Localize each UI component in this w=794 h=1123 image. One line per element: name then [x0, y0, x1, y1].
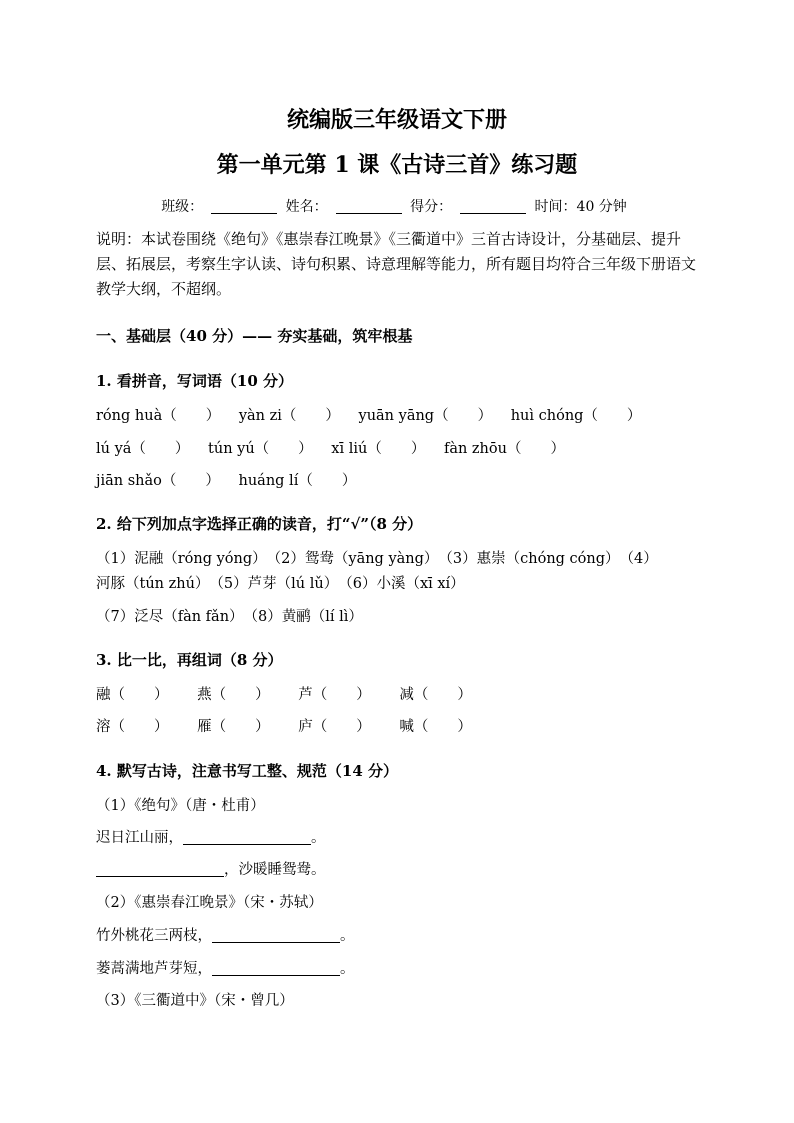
name-label: 姓名：	[285, 199, 328, 215]
question-4-title: 4. 默写古诗，注意书写工整、规范（14 分）	[96, 762, 398, 780]
pinyin-row-1	[96, 404, 655, 425]
pinyin-item[interactable]: lú yá（ ）	[96, 441, 190, 457]
pinyin-item[interactable]: huáng lí（ ）	[238, 473, 357, 489]
pinyin-row-2	[96, 437, 579, 458]
pinyin-item[interactable]: jiān shǎo（ ）	[96, 473, 220, 489]
section-title: 一、基础层（40 分）—— 夯实基础，筑牢根基	[96, 327, 413, 345]
pinyin-item[interactable]: xī liú（ ）	[331, 441, 426, 457]
reading-line: （7）泛尽（fàn fǎn） （8）黄鹂（lí lì）	[96, 609, 363, 625]
poem-text: ，沙暖睡鸳鸯。	[224, 862, 326, 878]
poem-text: 蒌蒿满地芦芽短，	[96, 961, 212, 977]
reading-line: 河豚（tún zhú） （5）芦芽（lú lǔ） （6）小溪（xī xí）	[96, 576, 465, 592]
poem-2-line-1	[96, 924, 355, 945]
score-label: 得分：	[410, 199, 453, 215]
poem-2-title: （2）《惠崇春江晚景》（宋・苏轼）	[96, 895, 323, 911]
pinyin-item[interactable]: róng huà（ ）	[96, 408, 221, 424]
compare-item[interactable]: 雁（ ）	[197, 719, 270, 735]
compare-item[interactable]: 喊（ ）	[399, 719, 472, 735]
poem-3-title: （3）《三衢道中》（宋・曾几）	[96, 993, 294, 1009]
compare-item[interactable]: 燕（ ）	[197, 687, 270, 703]
poem-2-line-2	[96, 957, 355, 978]
compare-item[interactable]: 融（ ）	[96, 687, 169, 703]
score-blank[interactable]	[460, 199, 526, 214]
answer-blank[interactable]	[212, 961, 340, 976]
question-3-title: 3. 比一比，再组词（8 分）	[96, 651, 283, 669]
poem-text: 迟日江山丽，	[96, 830, 183, 846]
pinyin-row-3	[96, 469, 370, 490]
page-title: 统编版三年级语文下册	[286, 107, 507, 133]
pinyin-item[interactable]: tún yú（ ）	[208, 441, 313, 457]
answer-blank[interactable]	[96, 862, 224, 877]
compare-item[interactable]: 芦（ ）	[298, 687, 371, 703]
compare-row-2	[96, 715, 486, 736]
poem-text: 竹外桃花三两枝，	[96, 928, 212, 944]
poem-1-line-1	[96, 826, 326, 847]
answer-blank[interactable]	[183, 830, 311, 845]
question-2-title: 2. 给下列加点字选择正确的读音，打“√”（8 分）	[96, 515, 423, 533]
question-1-title: 1. 看拼音，写词语（10 分）	[96, 372, 293, 390]
compare-item[interactable]: 溶（ ）	[96, 719, 169, 735]
compare-item[interactable]: 庐（ ）	[298, 719, 371, 735]
pinyin-item[interactable]: yàn zi（ ）	[238, 408, 340, 424]
student-info-line	[0, 196, 794, 216]
compare-item[interactable]: 减（ ）	[399, 687, 472, 703]
poem-1-title: （1）《绝句》（唐・杜甫）	[96, 798, 265, 814]
reading-line: （1）泥融（róng yóng） （2）鸳鸯（yāng yàng） （3）惠崇（chóng cóng） （4）	[96, 551, 658, 567]
description: 说明：本试卷围绕《绝句》《惠崇春江晚景》《三衢道中》三首古诗设计，分基础层、提升层、拓展层，考察生字认读、诗句积累、诗意理解等能力，所有题目均符合三年级下册语文教学大纲，不超纲。	[96, 230, 697, 298]
class-blank[interactable]	[211, 199, 277, 214]
class-label: 班级：	[161, 199, 204, 215]
poem-1-line-2	[96, 858, 326, 879]
answer-blank[interactable]	[212, 928, 340, 943]
compare-row-1	[96, 683, 486, 704]
name-blank[interactable]	[336, 199, 402, 214]
poem-punct: 。	[311, 830, 326, 846]
pinyin-item[interactable]: fàn zhōu（ ）	[443, 441, 565, 457]
pinyin-item[interactable]: yuān yāng（ ）	[358, 408, 493, 424]
time-label: 时间：40 分钟	[534, 199, 627, 215]
poem-punct: 。	[340, 928, 355, 944]
pinyin-item[interactable]: huì chóng（ ）	[510, 408, 642, 424]
page-subtitle: 第一单元第 1 课《古诗三首》练习题	[216, 152, 578, 178]
poem-punct: 。	[340, 961, 355, 977]
